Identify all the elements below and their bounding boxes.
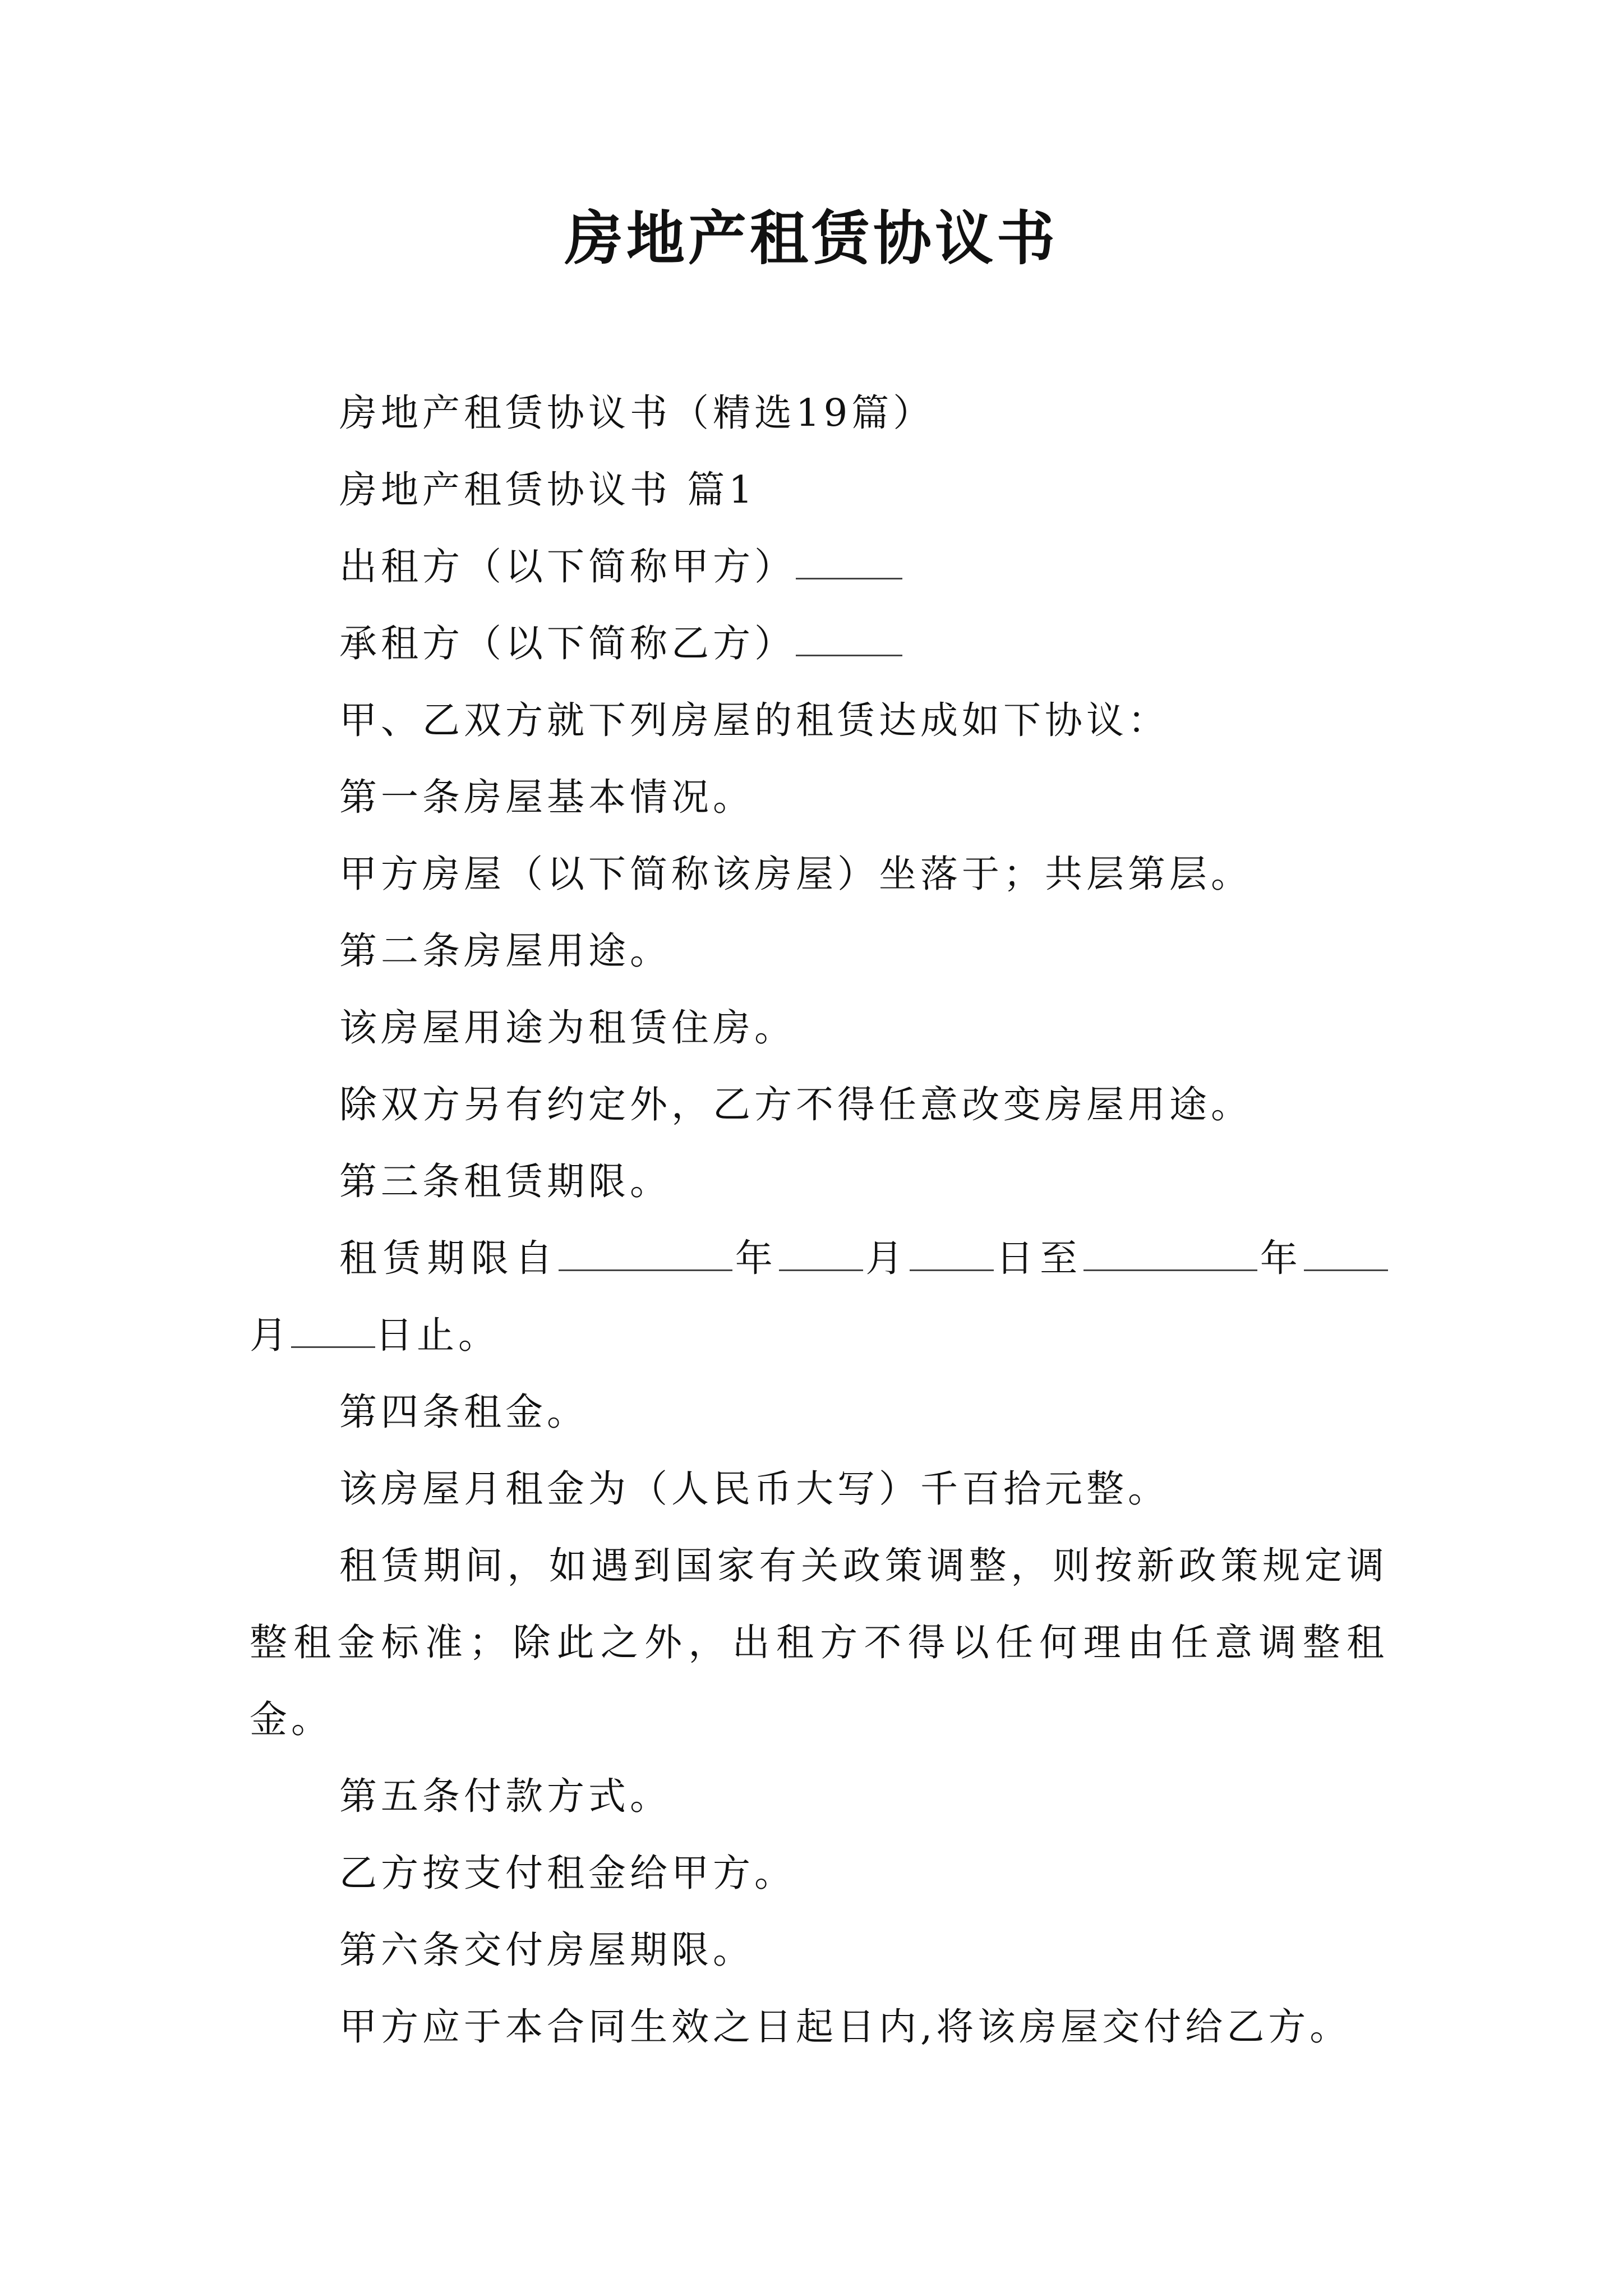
paragraph-article-4: 第四条租金。	[339, 1390, 588, 1434]
lease-term-start-label: 租赁期限自	[339, 1236, 559, 1280]
paragraph-subtitle: 房地产租赁协议书（精选19篇）	[339, 391, 935, 435]
start-day-blank	[910, 1236, 994, 1271]
paragraph-rent-adjustment: 租赁期间，如遇到国家有关政策调整，则按新政策规定调整租金标准；除此之外，出租方不得以任何理由任意调整租金。	[250, 1544, 1388, 1741]
start-month-blank	[779, 1236, 863, 1271]
paragraph-usage: 该房屋用途为租赁住房。	[339, 1006, 796, 1050]
end-month-label: 月	[250, 1313, 291, 1357]
year-label: 年	[732, 1236, 780, 1280]
lessor-label: 出租方（以下简称甲方）	[339, 545, 796, 588]
paragraph-lessor	[250, 528, 1388, 605]
end-month-blank	[1304, 1236, 1388, 1271]
paragraph-article-2: 第二条房屋用途。	[339, 929, 671, 973]
lessor-blank	[796, 544, 902, 579]
paragraph-delivery: 甲方应于本合同生效之日起日内,将该房屋交付给乙方。	[339, 2005, 1352, 2049]
paragraph-agreement-intro: 甲、乙双方就下列房屋的租赁达成如下协议：	[339, 698, 1169, 742]
lessee-label: 承租方（以下简称乙方）	[339, 622, 796, 665]
paragraph-lease-term	[250, 1220, 1388, 1374]
lessee-blank	[796, 621, 902, 656]
paragraph-section-heading: 房地产租赁协议书 篇1	[339, 468, 757, 512]
document-title: 房地产租赁协议书	[564, 204, 1058, 273]
month-label: 月	[863, 1236, 910, 1280]
paragraph-usage-restriction: 除双方另有约定外，乙方不得任意改变房屋用途。	[339, 1083, 1252, 1126]
paragraph-article-6: 第六条交付房屋期限。	[339, 1928, 754, 1972]
start-year-blank	[559, 1236, 732, 1271]
end-day-blank	[291, 1313, 375, 1348]
end-year-blank	[1083, 1236, 1257, 1271]
paragraph-rent-amount: 该房屋月租金为（人民币大写）千百拾元整。	[339, 1467, 1169, 1511]
day-to-label: 日至	[993, 1236, 1084, 1280]
paragraph-payment: 乙方按支付租金给甲方。	[339, 1851, 796, 1895]
paragraph-article-1: 第一条房屋基本情况。	[339, 775, 754, 819]
paragraph-article-5: 第五条付款方式。	[339, 1774, 671, 1818]
paragraph-property-location: 甲方房屋（以下简称该房屋）坐落于；共层第层。	[339, 852, 1252, 896]
document-body	[250, 375, 1388, 2065]
end-day-label: 日止。	[375, 1313, 500, 1357]
paragraph-lessee	[250, 605, 1388, 682]
end-year-label: 年	[1257, 1236, 1304, 1280]
paragraph-article-3: 第三条租赁期限。	[339, 1159, 671, 1203]
